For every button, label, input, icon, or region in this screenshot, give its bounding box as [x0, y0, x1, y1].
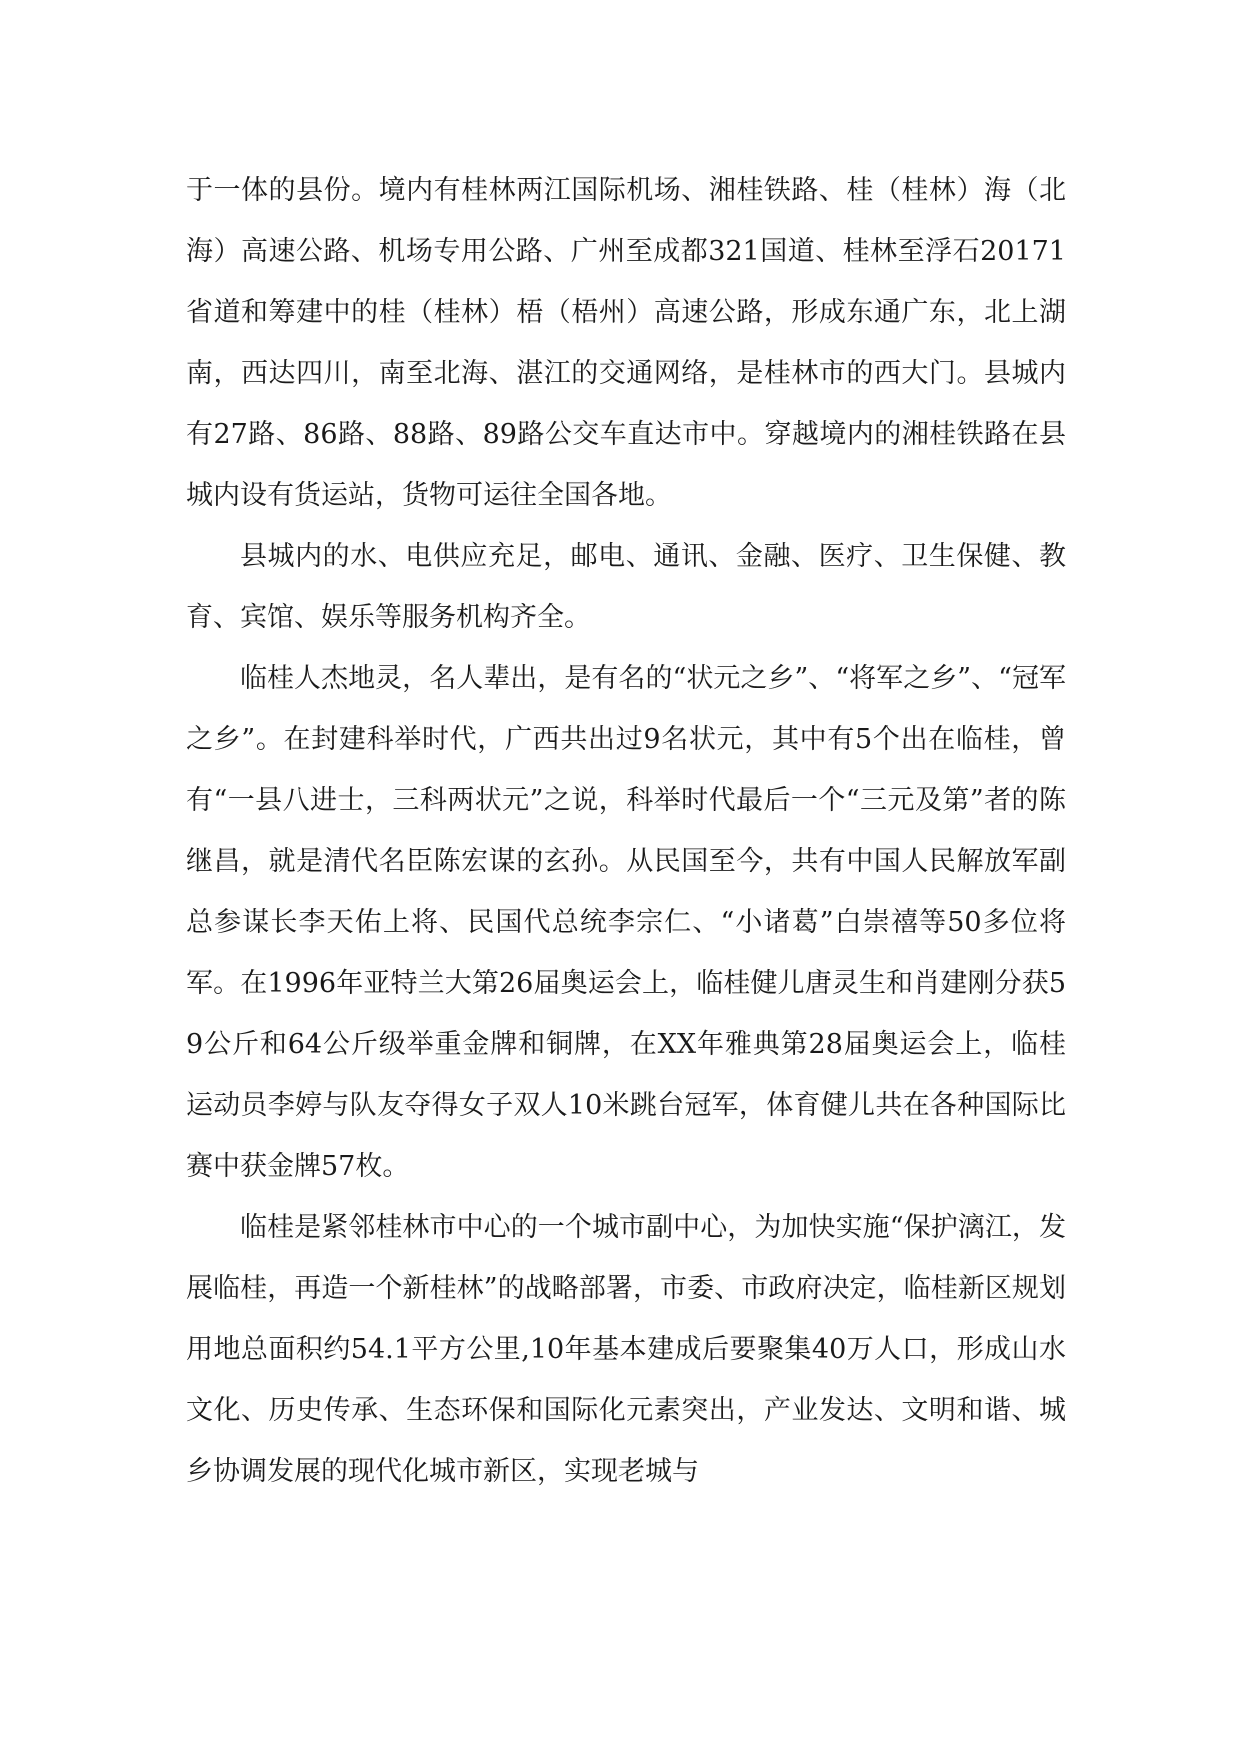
document-body — [186, 160, 1066, 1502]
paragraph-services: 县城内的水、电供应充足，邮电、通讯、金融、医疗、卫生保健、教育、宾馆、娱乐等服务机构齐全。 — [186, 541, 1066, 633]
paragraph-transport: 于一体的县份。境内有桂林两江国际机场、湘桂铁路、桂（桂林）海（北海）高速公路、机场专用公路、广州至成都321国道、桂林至浮石20171省道和筹建中的桂（桂林）梧（梧州）高速公路，形成东通广东，北上湖南，西达四川，南至北海、湛江的交通网络，是桂林市的西大门。县城内有27路、86路、88路、89路公交车直达市中。穿越境内的湘桂铁路在县城内设有货运站，货物可运往全国各地。 — [186, 175, 1066, 511]
paragraph-new-district: 临桂是紧邻桂林市中心的一个城市副中心，为加快实施“保护漓江，发展临桂，再造一个新桂林”的战略部署，市委、市政府决定，临桂新区规划用地总面积约54.1平方公里,10年基本建成后要聚集40万人口，形成山水文化、历史传承、生态环保和国际化元素突出，产业发达、文明和谐、城乡协调发展的现代化城市新区，实现老城与 — [186, 1212, 1066, 1487]
paragraph-notable-people: 临桂人杰地灵，名人辈出，是有名的“状元之乡”、“将军之乡”、“冠军之乡”。在封建科举时代，广西共出过9名状元，其中有5个出在临桂，曾有“一县八进士，三科两状元”之说，科举时代最后一个“三元及第”者的陈继昌，就是清代名臣陈宏谋的玄孙。从民国至今，共有中国人民解放军副总参谋长李天佑上将、民国代总统李宗仁、“小诸葛”白崇禧等50多位将军。在1996年亚特兰大第26届奥运会上，临桂健儿唐灵生和肖建刚分获59公斤和64公斤级举重金牌和铜牌，在XX年雅典第28届奥运会上，临桂运动员李婷与队友夺得女子双人10米跳台冠军，体育健儿共在各种国际比赛中获金牌57枚。 — [186, 663, 1066, 1182]
